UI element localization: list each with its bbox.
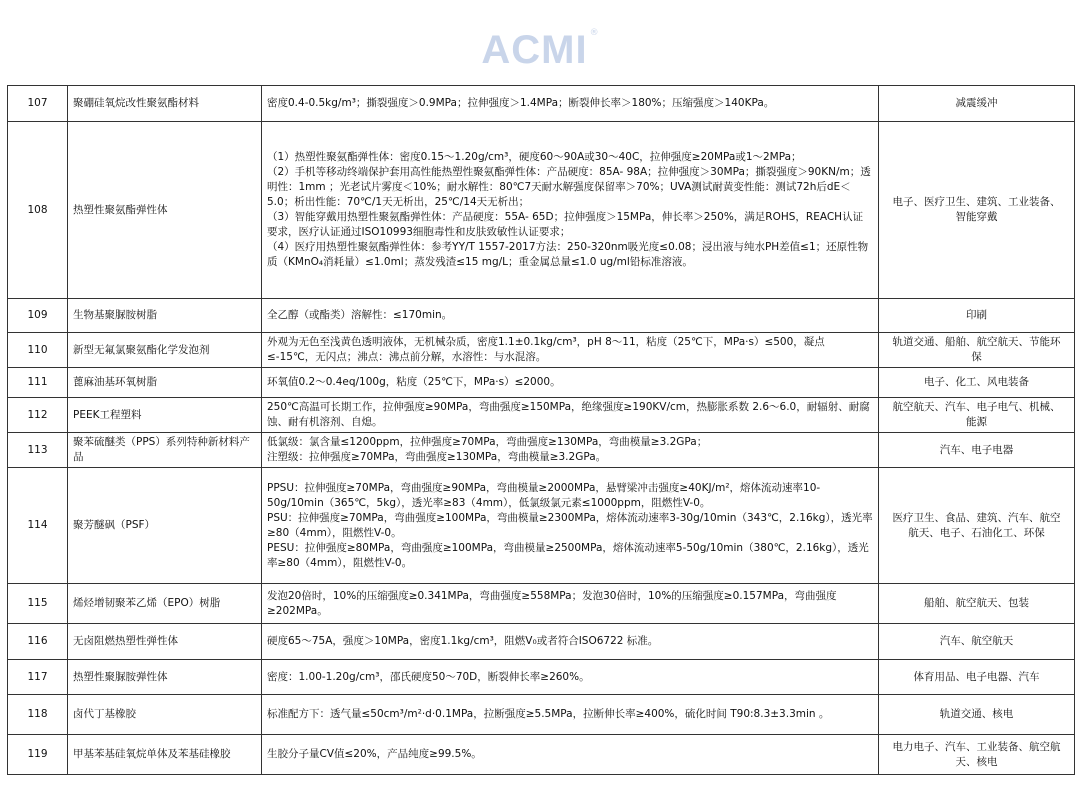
logo-text: ACMI <box>481 28 588 72</box>
spec-line: 外观为无色至浅黄色透明液体，无机械杂质，密度1.1±0.1kg/cm³，pH 8～11，粘度（25℃下，MPa·s）≤500，凝点≤-15℃，无闪点；沸点：沸点前分解，水溶性：与水混溶。 <box>267 336 825 363</box>
table-row <box>8 299 1075 333</box>
performance-spec <box>262 333 879 368</box>
spec-line: PPSU：拉伸强度≥70MPa，弯曲强度≥90MPa，弯曲模量≥2000MPa，悬臂梁冲击强度≥40KJ/m²，熔体流动速率10-50g/10min（365℃，5kg），透光率≥83（4mm），低氯级氯元素≤1000ppm，阻燃性V-0。 <box>267 481 821 509</box>
spec-line: 注塑级：拉伸强度≥70MPa，弯曲强度≥130MPa，弯曲模量≥3.2GPa。 <box>267 451 607 463</box>
material-name: 热塑性聚脲胺弹性体 <box>68 660 262 695</box>
row-number: 113 <box>8 433 68 468</box>
application-field <box>879 624 1075 660</box>
application-line: 天、核电 <box>955 755 998 768</box>
material-name: 卤代丁基橡胶 <box>68 695 262 735</box>
row-number: 110 <box>8 333 68 368</box>
application-line: 汽车、航空航天 <box>939 635 1014 647</box>
application-line: 减震缓冲 <box>955 97 998 109</box>
application-line: 电子、化工、风电装备 <box>924 376 1029 388</box>
application-line: 电力电子、汽车、工业装备、航空航 <box>892 740 1061 753</box>
registered-mark: ® <box>589 28 599 38</box>
application-line: 医疗卫生、食品、建筑、汽车、航空 <box>892 511 1061 524</box>
row-number: 115 <box>8 584 68 624</box>
row-number: 114 <box>8 468 68 584</box>
spec-line: （3）智能穿戴用热塑性聚氨酯弹性体：产品硬度：55A- 65D；拉伸强度＞15MPa，伸长率＞250%，满足ROHS，REACH认证要求，医疗认证通过ISO10993细胞毒性和皮肤致敏性认证要求； <box>267 211 864 238</box>
materials-table <box>7 85 1075 775</box>
material-name: 新型无氟氯聚氨酯化学发泡剂 <box>68 333 262 368</box>
table-row <box>8 735 1075 775</box>
table-row <box>8 398 1075 433</box>
spec-line: 发泡20倍时，10%的压缩强度≥0.341MPa，弯曲强度≥558MPa；发泡30倍时，10%的压缩强度≥0.157MPa，弯曲强度≥202MPa。 <box>267 589 837 617</box>
row-number: 116 <box>8 624 68 660</box>
performance-spec <box>262 368 879 398</box>
spec-line: 250℃高温可长期工作，拉伸强度≥90MPa，弯曲强度≥150MPa，绝缘强度≥190KV/cm，热膨胀系数 2.6～6.0，耐辐射、耐腐蚀、耐有机溶剂、自熄。 <box>267 401 870 428</box>
table-row <box>8 584 1075 624</box>
application-line: 汽车、电子电器 <box>939 443 1014 456</box>
application-field <box>879 468 1075 584</box>
performance-spec <box>262 433 879 468</box>
application-line: 保 <box>971 351 982 363</box>
application-field <box>879 398 1075 433</box>
application-line: 轨道交通、核电 <box>939 708 1014 720</box>
application-line: 能源 <box>966 416 987 428</box>
spec-line: （4）医疗用热塑性聚氨酯弹性体：参考YY/T 1557-2017方法：250-320nm吸光度≤0.08；浸出液与纯水PH差值≤1；还原性物质（KMnO₄消耗量）≤1.0ml；蒸发残渣≤15 mg/L；重金属总量≤1.0 ug/ml铅标准溶液。 <box>267 241 869 268</box>
material-name: 热塑性聚氨酯弹性体 <box>68 122 262 299</box>
material-name: 生物基聚脲胺树脂 <box>68 299 262 333</box>
spec-line: 标准配方下：透气量≤50cm³/m²·d·0.1MPa，拉断强度≥5.5MPa，拉断伸长率≥400%，硫化时间 T90:8.3±3.3min 。 <box>267 708 830 720</box>
spec-line: 低氯级：氯含量≤1200ppm，拉伸强度≥70MPa，弯曲强度≥130MPa，弯曲模量≥3.2GPa； <box>267 436 708 448</box>
row-number: 111 <box>8 368 68 398</box>
application-line: 印刷 <box>966 309 987 321</box>
material-name: 蓖麻油基环氧树脂 <box>68 368 262 398</box>
materials-table-body <box>8 86 1075 775</box>
spec-line: 硬度65～75A，强度＞10MPa，密度1.1kg/cm³，阻燃V₀或者符合ISO6722 标准。 <box>267 635 659 647</box>
application-field <box>879 584 1075 624</box>
application-field <box>879 299 1075 333</box>
application-line: 体育用品、电子电器、汽车 <box>913 670 1040 683</box>
application-line: 航空航天、汽车、电子电气、机械、 <box>892 401 1061 413</box>
material-name: 甲基苯基硅氧烷单体及苯基硅橡胶 <box>68 735 262 775</box>
application-line: 船舶、航空航天、包装 <box>924 597 1029 609</box>
application-line: 电子、医疗卫生、建筑、工业装备、 <box>892 196 1061 208</box>
table-row <box>8 433 1075 468</box>
application-field <box>879 433 1075 468</box>
table-row <box>8 624 1075 660</box>
spec-line: PSU：拉伸强度≥70MPa，弯曲强度≥100MPa，弯曲模量≥2300MPa，熔体流动速率3-30g/10min（343℃，2.16kg），透光率≥80（4mm），阻燃性V-0。 <box>267 511 873 539</box>
spec-line: （1）热塑性聚氨酯弹性体：密度0.15～1.20g/cm³，硬度60～90A或30～40C，拉伸强度≥20MPa或1～2MPa； <box>267 151 802 163</box>
material-name: 烯烃增韧聚苯乙烯（EPO）树脂 <box>68 584 262 624</box>
table-row <box>8 660 1075 695</box>
table-row <box>8 122 1075 299</box>
spec-line: 密度：1.00-1.20g/cm³，邵氏硬度50～70D，断裂伸长率≥260%。 <box>267 670 590 683</box>
application-line: 航天、电子、石油化工、环保 <box>908 526 1045 539</box>
application-field <box>879 122 1075 299</box>
table-row <box>8 86 1075 122</box>
table-row <box>8 695 1075 735</box>
performance-spec <box>262 624 879 660</box>
performance-spec <box>262 299 879 333</box>
spec-line: PESU：拉伸强度≥80MPa，弯曲强度≥100MPa，弯曲模量≥2500MPa，熔体流动速率5-50g/10min（380℃，2.16kg），透光率≥80（4mm），阻燃性V-0。 <box>267 541 869 569</box>
performance-spec <box>262 695 879 735</box>
application-line: 智能穿戴 <box>955 211 998 223</box>
performance-spec <box>262 584 879 624</box>
row-number: 107 <box>8 86 68 122</box>
performance-spec <box>262 468 879 584</box>
row-number: 109 <box>8 299 68 333</box>
material-name: 聚芳醚砜（PSF） <box>68 468 262 584</box>
acmi-logo <box>0 28 1080 73</box>
spec-line: （2）手机等移动终端保护套用高性能热塑性聚氨酯弹性体：产品硬度：85A- 98A；拉伸强度＞30MPa；撕裂强度＞90KN/m；透明性：1mm ；光老试片雾度＜10%；耐水解性：80℃7天耐水解强度保留率＞70%；UVA测试耐黄变性能：测试72h后dE＜5.0；析出性能：70℃/1天无析出，25℃/14天无析出； <box>267 166 871 208</box>
table-row <box>8 468 1075 584</box>
material-name: 聚硼硅氧烷改性聚氨酯材料 <box>68 86 262 122</box>
material-name: PEEK工程塑料 <box>68 398 262 433</box>
row-number: 108 <box>8 122 68 299</box>
application-line: 轨道交通、船舶、航空航天、节能环 <box>892 336 1061 348</box>
performance-spec <box>262 86 879 122</box>
row-number: 117 <box>8 660 68 695</box>
row-number: 118 <box>8 695 68 735</box>
row-number: 112 <box>8 398 68 433</box>
row-number: 119 <box>8 735 68 775</box>
application-field <box>879 86 1075 122</box>
application-field <box>879 368 1075 398</box>
application-field <box>879 695 1075 735</box>
performance-spec <box>262 122 879 299</box>
performance-spec <box>262 660 879 695</box>
application-field <box>879 735 1075 775</box>
spec-line: 环氧值0.2～0.4eq/100g，粘度（25℃下，MPa·s）≤2000。 <box>267 376 561 388</box>
performance-spec <box>262 735 879 775</box>
performance-spec <box>262 398 879 433</box>
spec-line: 密度0.4-0.5kg/m³；撕裂强度＞0.9MPa；拉伸强度＞1.4MPa；断裂伸长率＞180%；压缩强度＞140KPa。 <box>267 97 775 109</box>
material-name: 聚苯硫醚类（PPS）系列特种新材料产品 <box>68 433 262 468</box>
application-field <box>879 333 1075 368</box>
spec-line: 全乙醇（或酯类）溶解性：≤170min。 <box>267 309 453 321</box>
table-row <box>8 333 1075 368</box>
spec-line: 生胶分子量CV值≤20%，产品纯度≥99.5%。 <box>267 748 482 760</box>
application-field <box>879 660 1075 695</box>
table-row <box>8 368 1075 398</box>
material-name: 无卤阻燃热塑性弹性体 <box>68 624 262 660</box>
